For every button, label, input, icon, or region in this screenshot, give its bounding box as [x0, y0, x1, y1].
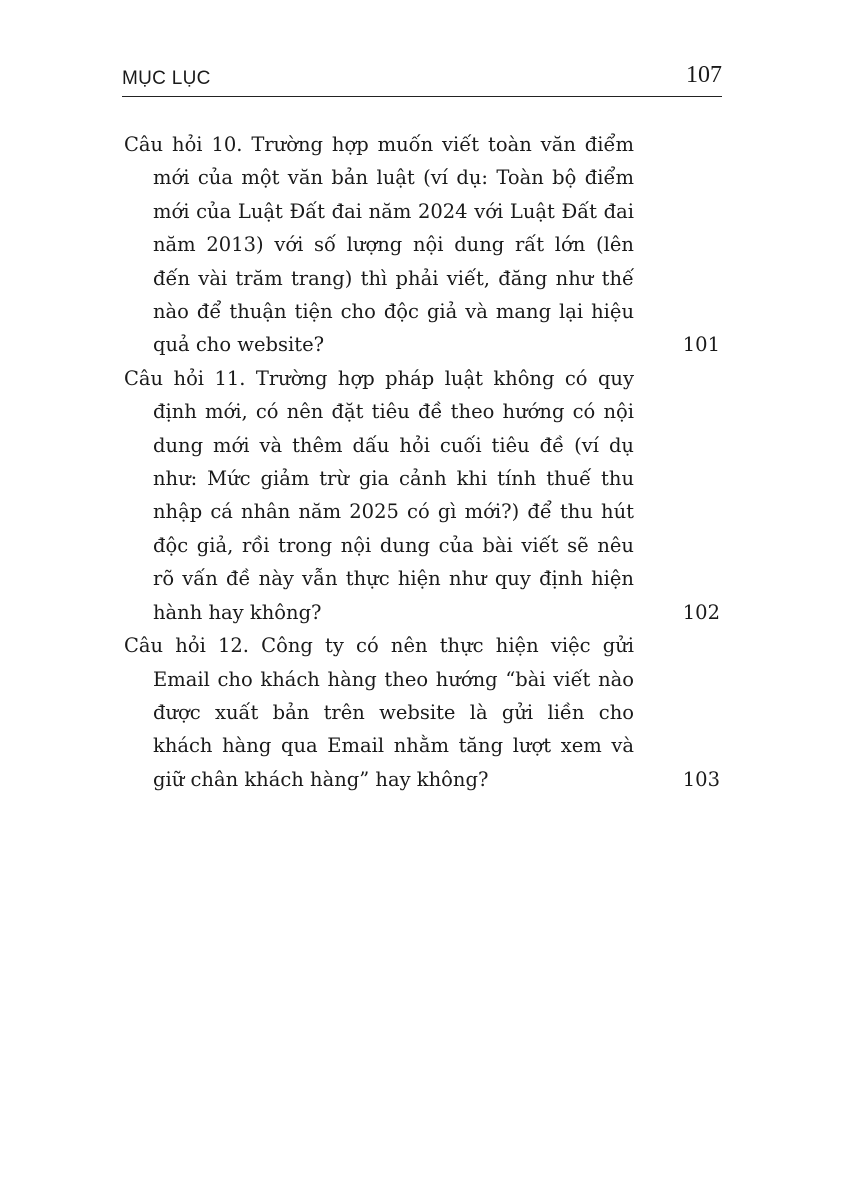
toc-entry-text: Câu hỏi 11. Trường hợp pháp luật không có quy định mới, có nên đặt tiêu đề theo hướng có nội dung mới và thêm dấu hỏi cuối tiêu đề (ví dụ như: Mức giảm trừ gia cảnh khi tính thuế thu nhập cá nhân năm 2025 có gì mới?) để thu hút độc giả, rồi trong nội dung của bài viết sẽ nêu rõ vấn đề này vẫn thực hiện như quy định hiện hành hay không?	[124, 366, 634, 624]
toc-entry[interactable]	[124, 362, 722, 629]
toc-entry[interactable]	[124, 629, 722, 796]
toc-entry-text: Câu hỏi 10. Trường hợp muốn viết toàn văn điểm mới của một văn bản luật (ví dụ: Toàn bộ điểm mới của Luật Đất đai năm 2024 với Luật Đất đai năm 2013) với số lượng nội dung rất lớn (lên đến vài trăm trang) thì phải viết, đăng như thế nào để thuận tiện cho độc giả và mang lại hiệu quả cho website?	[124, 133, 634, 357]
table-of-contents	[124, 128, 722, 796]
toc-entry-page: 102	[682, 600, 720, 624]
running-title: MỤC LỤC	[122, 68, 211, 89]
page-header	[122, 60, 722, 97]
page-number: 107	[686, 62, 722, 88]
toc-entry-text: Câu hỏi 12. Công ty có nên thực hiện việc gửi Email cho khách hàng theo hướng “bài viết nào được xuất bản trên website là gửi liền cho khách hàng qua Email nhằm tăng lượt xem và giữ chân khách hàng” hay không?	[124, 634, 634, 791]
toc-entry-page: 101	[682, 333, 720, 357]
toc-entry-page: 103	[682, 767, 720, 791]
toc-entry[interactable]	[124, 128, 722, 362]
